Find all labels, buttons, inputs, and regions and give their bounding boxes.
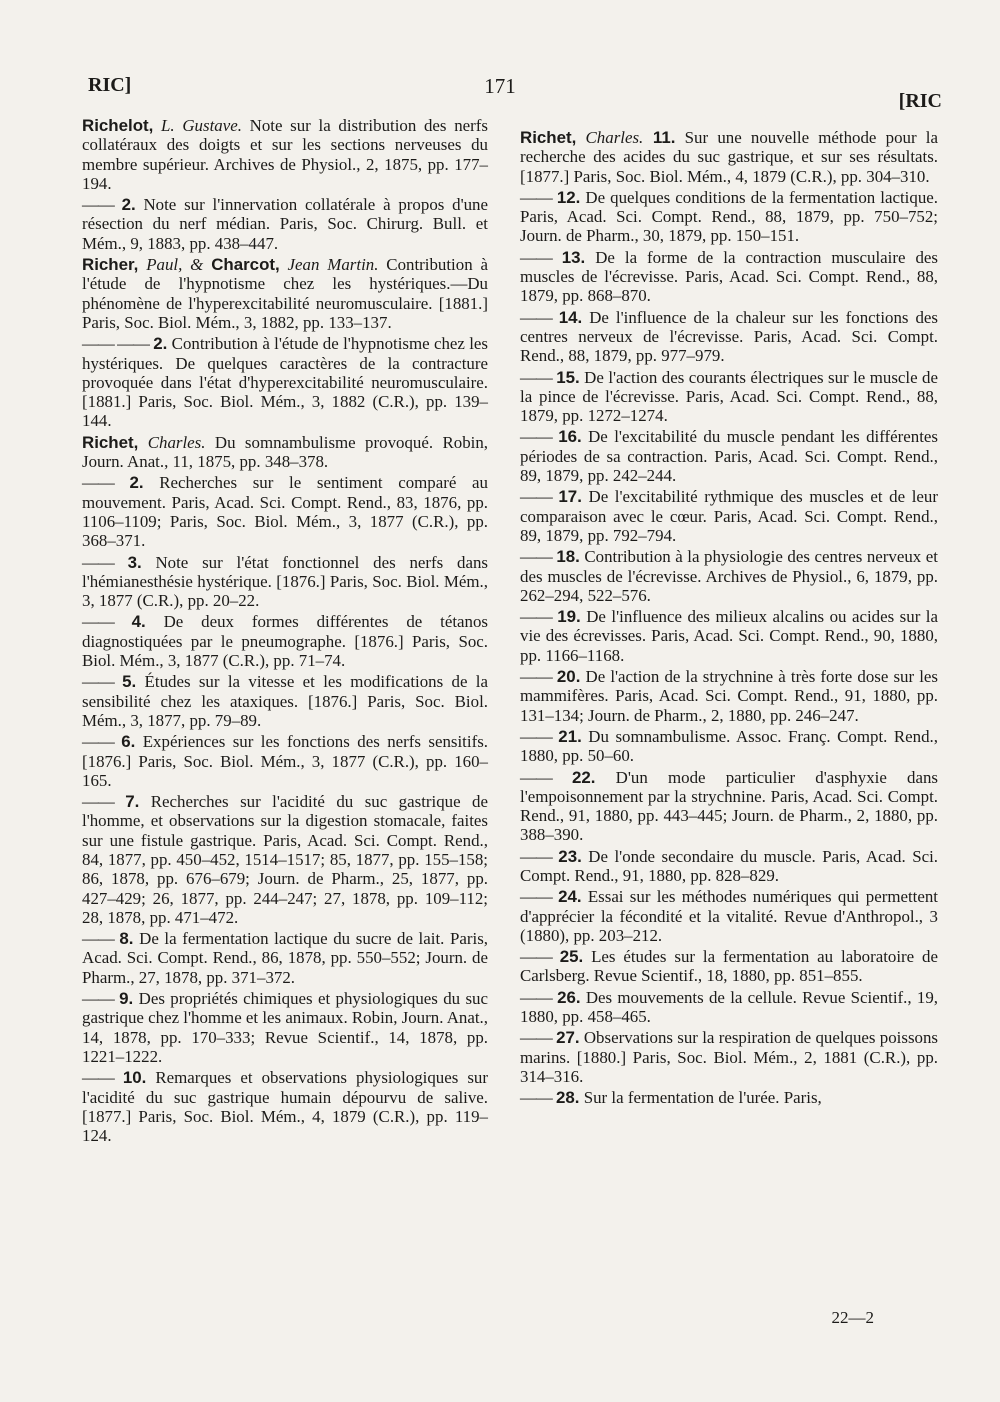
entry-number: 21. xyxy=(558,726,582,746)
ditto-dash: —— xyxy=(520,887,552,907)
bibliography-entry xyxy=(520,1088,938,1107)
entry-number: 17. xyxy=(558,487,582,507)
entry-number: 9. xyxy=(119,989,134,1009)
author-name: Richet, xyxy=(520,128,577,147)
entry-text: Contribution à l'étude de l'hypnotisme chez les hystériques. De quelques caractères de la contracture provoquée dans l'état d'hyperexcitabilité neuromusculaire. [1881.] Paris, Soc. Biol. Mém., 3, 1882 (C.R.), pp. 139–144. xyxy=(82,334,488,431)
bibliography-entry xyxy=(82,1068,488,1145)
bibliography-entry xyxy=(82,672,488,730)
entry-number: 2. xyxy=(153,334,168,354)
ditto-dash: —— xyxy=(520,1088,552,1108)
page-number: 171 xyxy=(484,74,516,98)
entry-number: 15. xyxy=(556,367,580,387)
entry-text: Recherches sur l'acidité du suc gastrique de l'homme, et observations sur la digestion stomacale, faites sur une fistule gastrique. Paris, Acad. Sci. Compt. Rend., 84, 1877, pp. 450–452, 1514–1517; 85, 1877, pp. 155–158; 86, 1878, pp. 676–679; Journ. de Pharm., 25, 1877, pp. 427–429; 26, 1877, pp. 244–247; 27, 1878, pp. 109–112; 28, 1878, pp. 471–472. xyxy=(82,792,488,927)
entry-text: Des mouvements de la cellule. Revue Scientif., 19, 1880, pp. 458–465. xyxy=(520,987,938,1027)
bibliography-entry xyxy=(520,487,938,545)
ditto-dash: —— xyxy=(520,367,552,387)
bibliography-entry xyxy=(520,248,938,306)
ditto-dash: —— xyxy=(520,547,552,567)
entry-text: Recherches sur le sentiment comparé au mouvement. Paris, Acad. Sci. Compt. Rend., 83, 1876, pp. 1106–1109; Paris, Soc. Biol. Mém., 3, 1877 (C.R.), pp. 368–371. xyxy=(82,473,488,551)
entry-number: 24. xyxy=(558,887,582,907)
entry-number: 7. xyxy=(125,792,140,812)
ditto-dash: —— xyxy=(520,726,552,746)
entry-text: Observations sur la respiration de quelques poissons marins. [1880.] Paris, Soc. Biol. Mém., 2, 1881 (C.R.), pp. 314–316. xyxy=(520,1028,938,1086)
ditto-dash: —— xyxy=(520,767,552,787)
ditto-dash: —— xyxy=(82,612,114,632)
ditto-dash: —— xyxy=(520,247,552,267)
entry-text: Note sur la distribution des nerfs collatéraux des doigts et sur les sections nerveuses du membre supérieur. Archives de Physiol., 2, 1875, pp. 177–194. xyxy=(82,116,488,193)
entry-text: Du somnambulisme. Assoc. Franç. Compt. Rend., 1880, pp. 50–60. xyxy=(520,726,938,766)
ditto-dash: —— xyxy=(82,552,114,572)
ditto-dash: —— xyxy=(520,487,552,507)
bibliography-entry xyxy=(82,929,488,987)
ditto-dash: —— —— xyxy=(82,334,149,354)
entry-text: De l'excitabilité rythmique des muscles et de leur comparaison avec le cœur. Paris, Acad. Sci. Compt. Rend., 89, 1879, pp. 792–794. xyxy=(520,487,938,545)
bibliography-entry xyxy=(82,473,488,550)
ditto-dash: —— xyxy=(520,667,552,687)
bibliography-entry xyxy=(520,667,938,725)
bibliography-entry xyxy=(82,612,488,670)
entry-text: Les études sur la fermentation au laboratoire de Carlsberg. Revue Scientif., 18, 1880, pp. 851–855. xyxy=(520,947,939,986)
bibliography-entry xyxy=(520,427,938,485)
author-name: Richet, xyxy=(82,432,139,452)
entry-number: 26. xyxy=(557,987,581,1007)
entry-number: 27. xyxy=(556,1028,580,1048)
entry-number: 14. xyxy=(558,307,583,327)
bibliography-entry xyxy=(520,128,938,186)
entry-number: 20. xyxy=(556,667,581,687)
right-column xyxy=(520,128,938,1110)
entry-text: Sur la fermentation de l'urée. Paris, xyxy=(579,1088,822,1108)
ditto-dash: —— xyxy=(82,672,114,692)
entry-number: 2. xyxy=(121,195,136,215)
entry-number: 3. xyxy=(127,552,142,572)
bibliography-entry xyxy=(82,255,488,332)
entry-text: Contribution à l'étude de l'hypnotisme chez les hystériques.—Du phénomène de l'hyperexcitabilité neuromusculaire. [1881.] Paris, Soc. Biol. Mém., 3, 1882, pp. 133–137. xyxy=(82,255,488,332)
ditto-dash: —— xyxy=(82,473,114,493)
author-given-name: L. Gustave. xyxy=(161,116,242,135)
entry-text: Du somnambulisme provoqué. Robin, Journ. Anat., 11, 1875, pp. 348–378. xyxy=(82,432,488,472)
left-column xyxy=(82,116,488,1147)
bibliography-entry xyxy=(520,547,938,605)
entry-text: Essai sur les méthodes numériques qui permettent d'apprécier la fécondité et la vitalité. Revue d'Anthropol., 3 (1880), pp. 203–212. xyxy=(520,887,938,945)
author-given-name: Charles. xyxy=(585,128,644,147)
ditto-dash: —— xyxy=(520,427,552,447)
bibliography-entry xyxy=(520,1028,938,1086)
ditto-dash: —— xyxy=(520,607,552,627)
entry-text: D'un mode particulier d'asphyxie dans l'empoisonnement par la strychnine. Paris, Acad. Sci. Compt. Rend., 91, 1880, pp. 443–445; Journ. de Pharm., 2, 1880, pp. 388–390. xyxy=(520,767,938,845)
ditto-dash: —— xyxy=(82,1068,114,1088)
bibliography-entry xyxy=(82,116,488,193)
bibliography-entry xyxy=(82,433,488,472)
author-name: Richelot, xyxy=(82,116,154,135)
coauthor-name: Charcot, xyxy=(211,255,280,275)
ditto-dash: —— xyxy=(520,307,552,327)
entry-number: 12. xyxy=(556,187,581,207)
bibliography-entry xyxy=(82,732,488,790)
entry-number: 2. xyxy=(129,473,144,493)
bibliography-entry xyxy=(82,195,488,253)
bibliography-entry xyxy=(520,727,938,766)
coauthor-given-name: Jean Martin. xyxy=(279,255,379,275)
author-given-name: Charles. xyxy=(147,432,206,452)
entry-number: 25. xyxy=(559,947,584,967)
entry-number: 13. xyxy=(561,247,586,267)
ditto-dash: —— xyxy=(82,929,114,949)
ditto-dash: —— xyxy=(82,195,114,215)
entry-text: Des propriétés chimiques et physiologiques du suc gastrique chez l'homme et les animaux. Robin, Journ. Anat., 14, 1878, pp. 170–333; Revue Scientif., 14, 1878, pp. 1221–1222. xyxy=(82,989,488,1066)
entry-text: Remarques et observations physiologiques sur l'acidité du suc gastrique humain dépourvu de salive. [1877.] Paris, Soc. Biol. Mém., 4, 1879 (C.R.), pp. 119–124. xyxy=(82,1068,488,1146)
entry-number: 11. xyxy=(643,128,676,147)
entry-text: Note sur l'état fonctionnel des nerfs dans l'hémianesthésie hystérique. [1876.] Paris, Soc. Biol. Mém., 3, 1877 (C.R.), pp. 20–22. xyxy=(82,552,488,611)
bibliography-entry xyxy=(82,553,488,611)
bibliography-entry xyxy=(520,188,938,246)
entry-text: Note sur l'innervation collatérale à propos d'une résection du nerf médian. Paris, Soc. Chirurg. Bull. et Mém., 9, 1883, pp. 438–447. xyxy=(82,195,488,253)
bibliography-entry xyxy=(520,308,938,366)
bibliography-entry xyxy=(520,368,938,426)
entry-text: De quelques conditions de la fermentation lactique. Paris, Acad. Sci. Compt. Rend., 88, 1879, pp. 750–752; Journ. de Pharm., 30, 1879, pp. 150–151. xyxy=(520,187,938,246)
ditto-dash: —— xyxy=(520,846,552,866)
entry-text: De l'action des courants électriques sur le muscle de la pince de l'écrevisse. Paris, Acad. Sci. Compt. Rend., 88, 1879, pp. 1272–1274. xyxy=(520,367,938,426)
entry-number: 4. xyxy=(131,612,146,632)
ditto-dash: —— xyxy=(82,989,114,1009)
ditto-dash: —— xyxy=(82,732,114,752)
entry-number: 6. xyxy=(121,732,136,752)
bibliography-entry xyxy=(520,847,938,886)
entry-number: 23. xyxy=(558,846,582,866)
ditto-dash: —— xyxy=(520,187,552,207)
ditto-dash: —— xyxy=(520,987,552,1007)
ditto-dash: —— xyxy=(520,947,552,967)
bibliography-entry xyxy=(520,768,938,845)
entry-text: Sur une nouvelle méthode pour la recherche des acides du suc gastrique, et sur ses résultats. [1877.] Paris, Soc. Biol. Mém., 4, 1879 (C.R.), pp. 304–310. xyxy=(520,128,938,186)
entry-number: 19. xyxy=(557,607,581,627)
running-head-right: [RIC xyxy=(898,90,942,112)
entry-text: Contribution à la physiologie des centres nerveux et des muscles de l'écrevisse. Archives de Physiol., 6, 1879, pp. 262–294, 522–576. xyxy=(520,547,938,605)
entry-text: De la fermentation lactique du sucre de lait. Paris, Acad. Sci. Compt. Rend., 86, 1878, pp. 550–552; Journ. de Pharm., 27, 1878, pp. 371–372. xyxy=(82,929,488,987)
entry-number: 5. xyxy=(122,672,137,692)
entry-text: De deux formes différentes de tétanos diagnostiquées par le pneumographe. [1876.] Paris, Soc. Biol. Mém., 3, 1877 (C.R.), pp. 71–74. xyxy=(82,612,488,671)
bibliography-entry xyxy=(520,947,938,986)
running-head-left: RIC] xyxy=(88,74,132,96)
bibliography-entry xyxy=(520,607,938,665)
entry-text: De la forme de la contraction musculaire des muscles de l'écrevisse. Paris, Acad. Sci. Compt. Rend., 88, 1879, pp. 868–870. xyxy=(520,247,938,306)
bibliography-entry xyxy=(520,988,938,1027)
signature-mark: 22—2 xyxy=(831,1308,874,1327)
entry-text: De l'influence de la chaleur sur les fonctions des centres nerveux de l'écrevisse. Paris, Acad. Sci. Compt. Rend., 88, 1879, pp. 977–979. xyxy=(520,307,938,366)
entry-number: 10. xyxy=(122,1068,147,1088)
entry-text: De l'influence des milieux alcalins ou acides sur la vie des écrevisses. Paris, Acad. Sci. Compt. Rend., 90, 1880, pp. 1166–1168. xyxy=(520,607,938,665)
entry-number: 18. xyxy=(556,547,580,567)
entry-text: Études sur la vitesse et les modifications de la sensibilité chez les ataxiques. [1876.] Paris, Soc. Biol. Mém., 3, 1877, pp. 79–89. xyxy=(82,672,488,730)
entry-number: 8. xyxy=(119,929,134,949)
author-given-name: Paul, & xyxy=(146,255,212,275)
entry-text: De l'excitabilité du muscle pendant les différentes périodes de sa contraction. Paris, Acad. Sci. Compt. Rend., 89, 1879, pp. 242–244. xyxy=(520,427,938,486)
bibliography-entry xyxy=(82,989,488,1066)
author-name: Richer, xyxy=(82,255,139,275)
entry-text: De l'action de la strychnine à très forte dose sur les mammifères. Paris, Acad. Sci. Compt. Rend., 91, 1880, pp. 131–134; Journ. de Pharm., 2, 1880, pp. 246–247. xyxy=(520,667,938,725)
entry-number: 22. xyxy=(571,767,596,787)
entry-text: Expériences sur les fonctions des nerfs sensitifs. [1876.] Paris, Soc. Biol. Mém., 3, 1877 (C.R.), pp. 160–165. xyxy=(82,732,488,790)
ditto-dash: —— xyxy=(82,792,114,812)
bibliography-entry xyxy=(82,792,488,927)
bibliography-entry xyxy=(82,334,488,430)
ditto-dash: —— xyxy=(520,1028,552,1048)
entry-text: De l'onde secondaire du muscle. Paris, Acad. Sci. Compt. Rend., 91, 1880, pp. 828–829. xyxy=(520,846,938,885)
entry-number: 28. xyxy=(556,1088,580,1108)
entry-number: 16. xyxy=(558,427,582,447)
bibliography-entry xyxy=(520,887,938,945)
